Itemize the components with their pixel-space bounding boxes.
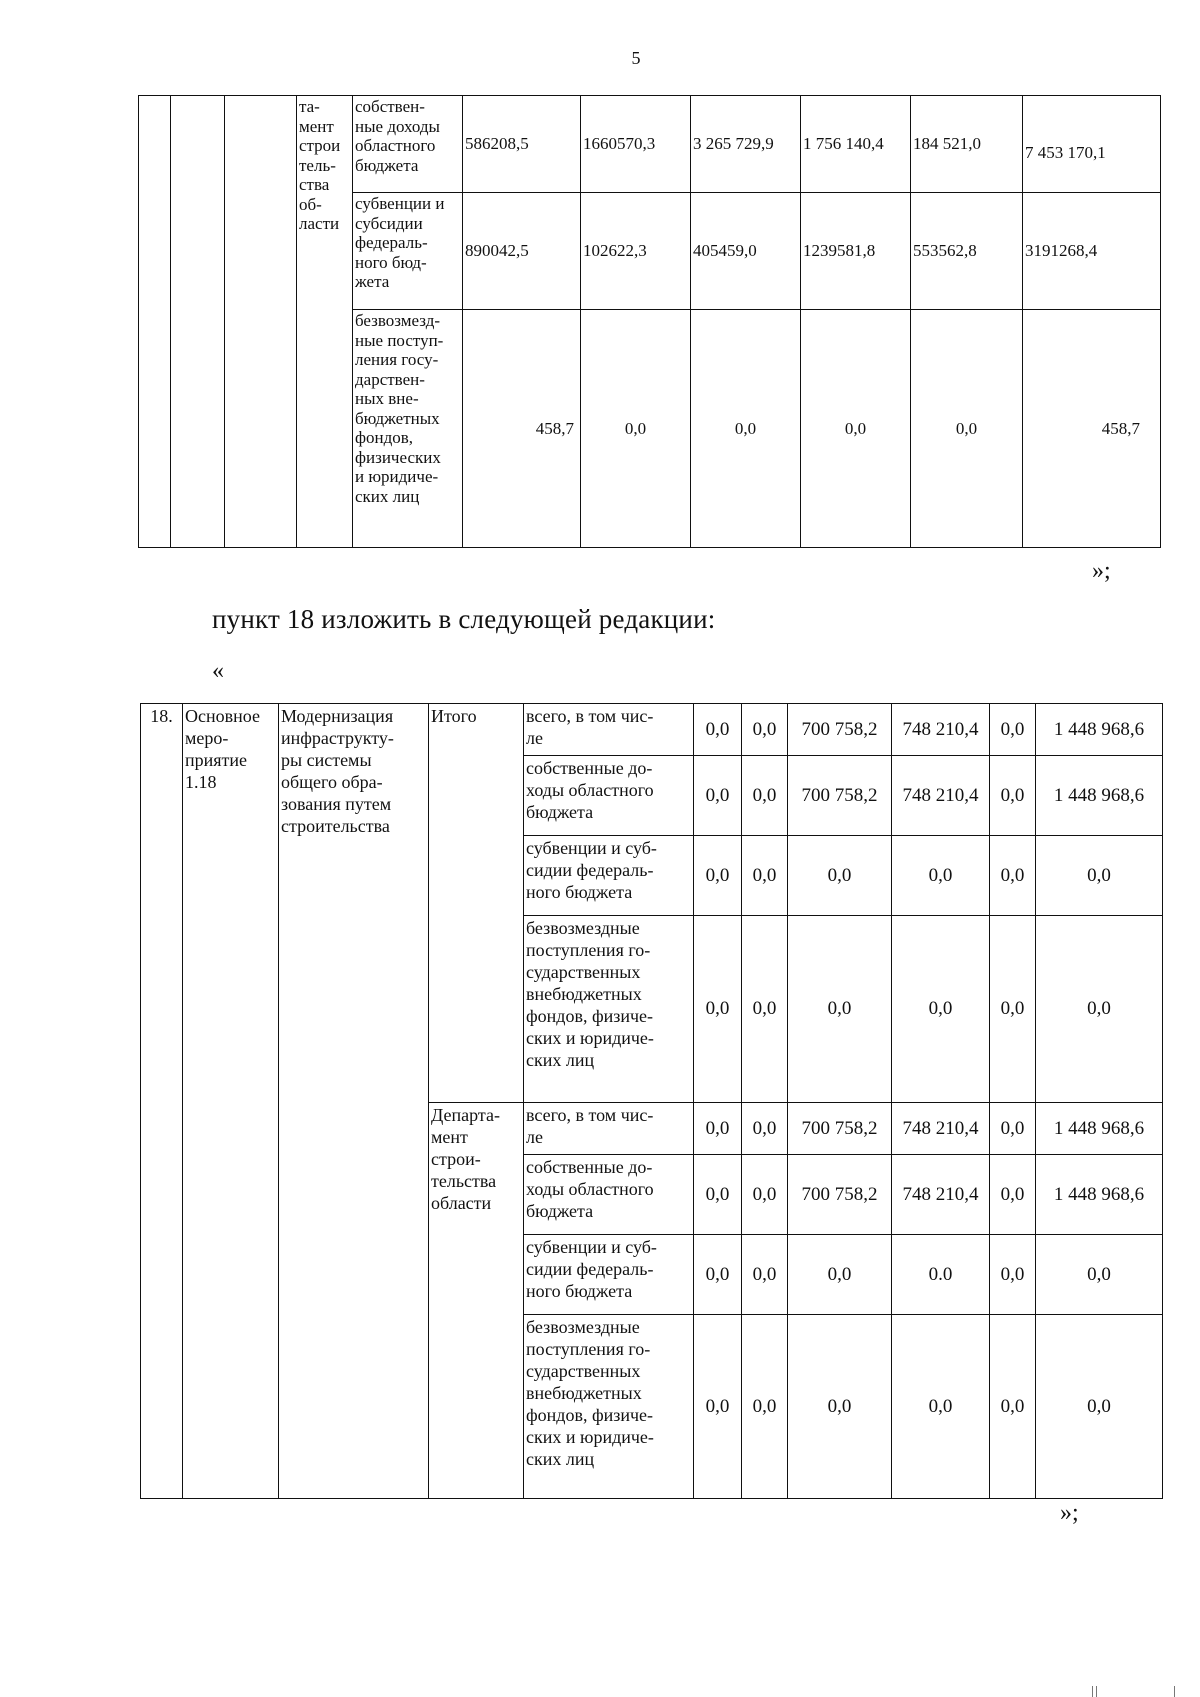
value-cell: 0,0 xyxy=(694,704,742,756)
value-cell: 0,0 xyxy=(892,1315,990,1499)
empty-cell xyxy=(225,96,297,548)
value-cell: 553562,8 xyxy=(911,193,1023,310)
value-cell: 0,0 xyxy=(694,1155,742,1235)
value-cell: 0,0 xyxy=(581,310,691,548)
measure-type-cell: Основное меро- приятие 1.18 xyxy=(183,704,279,1499)
value-cell: 0,0 xyxy=(742,1315,788,1499)
empty-cell xyxy=(139,96,171,548)
value-cell: 0,0 xyxy=(788,1235,892,1315)
source-cell: безвозмезд- ные поступ- ления госу- дарствен- ных вне- бюджетных фондов, физических и юридиче- ских лиц xyxy=(353,310,463,548)
source-cell: субвенции и субсидии федераль- ного бюд- жета xyxy=(353,193,463,310)
value-cell: 0,0 xyxy=(694,756,742,836)
source-cell: собствен- ные доходы областного бюджета xyxy=(353,96,463,193)
item-number: 18. xyxy=(141,704,183,1499)
value-cell: 0,0 xyxy=(1036,1315,1163,1499)
value-cell: 405459,0 xyxy=(691,193,801,310)
value-cell: 0,0 xyxy=(1036,916,1163,1103)
item-18-table xyxy=(140,703,1163,1499)
value-cell: 0,0 xyxy=(892,916,990,1103)
value-cell: 0,0 xyxy=(742,1155,788,1235)
value-cell: 0,0 xyxy=(788,916,892,1103)
value-cell: 1 448 968,6 xyxy=(1036,704,1163,756)
scan-mark xyxy=(1092,1686,1093,1697)
closing-quote: »; xyxy=(1060,1500,1079,1526)
source-cell: субвенции и суб- сидии федераль- ного бюджета xyxy=(524,1235,694,1315)
value-cell: 458,7 xyxy=(463,310,581,548)
value-cell: 748 210,4 xyxy=(892,1103,990,1155)
value-cell: 0,0 xyxy=(1036,1235,1163,1315)
closing-quote: »; xyxy=(1092,558,1111,584)
source-cell: безвозмездные поступления го- сударственных внебюджетных фондов, физиче- ских и юридиче- ских лиц xyxy=(524,1315,694,1499)
page-number: 5 xyxy=(631,48,641,68)
value-cell: 700 758,2 xyxy=(788,1155,892,1235)
value-cell: 0,0 xyxy=(788,836,892,916)
value-cell: 890042,5 xyxy=(463,193,581,310)
value-cell: 0,0 xyxy=(691,310,801,548)
value-cell: 0,0 xyxy=(788,1315,892,1499)
value-cell: 0,0 xyxy=(990,756,1036,836)
scan-mark xyxy=(1096,1686,1097,1697)
top-table xyxy=(138,95,1161,548)
value-cell: 0,0 xyxy=(990,1235,1036,1315)
value-cell: 3191268,4 xyxy=(1023,193,1161,310)
value-cell: 0,0 xyxy=(742,1235,788,1315)
value-cell: 1 448 968,6 xyxy=(1036,756,1163,836)
value-cell: 0,0 xyxy=(694,1103,742,1155)
value-cell: 0,0 xyxy=(990,1315,1036,1499)
value-cell: 0,0 xyxy=(990,836,1036,916)
value-cell: 0,0 xyxy=(742,916,788,1103)
value-cell: 0,0 xyxy=(694,1235,742,1315)
value-cell: 0,0 xyxy=(742,756,788,836)
executor-cell: Итого xyxy=(429,704,524,1103)
value-cell: 7 453 170,1 xyxy=(1023,96,1161,193)
value-cell: 102622,3 xyxy=(581,193,691,310)
source-cell: собственные до- ходы областного бюджета xyxy=(524,756,694,836)
source-cell: всего, в том чис- ле xyxy=(524,704,694,756)
scan-mark xyxy=(1174,1686,1175,1697)
value-cell: 0,0 xyxy=(694,916,742,1103)
value-cell: 0,0 xyxy=(990,1155,1036,1235)
value-cell: 1 448 968,6 xyxy=(1036,1103,1163,1155)
value-cell: 0.0 xyxy=(892,1235,990,1315)
value-cell: 0,0 xyxy=(1036,836,1163,916)
opening-quote: « xyxy=(212,658,224,684)
value-cell: 748 210,4 xyxy=(892,756,990,836)
value-cell: 0,0 xyxy=(990,704,1036,756)
table-row xyxy=(141,704,1163,756)
value-cell: 458,7 xyxy=(1023,310,1161,548)
value-cell: 1239581,8 xyxy=(801,193,911,310)
section-heading: пункт 18 изложить в следующей редакции: xyxy=(212,604,716,634)
value-cell: 1 756 140,4 xyxy=(801,96,911,193)
value-cell: 0,0 xyxy=(911,310,1023,548)
source-cell: безвозмездные поступления го- сударственных внебюджетных фондов, физиче- ских и юридиче- ских лиц xyxy=(524,916,694,1103)
empty-cell xyxy=(171,96,225,548)
source-cell: субвенции и суб- сидии федераль- ного бюджета xyxy=(524,836,694,916)
source-cell: собственные до- ходы областного бюджета xyxy=(524,1155,694,1235)
value-cell: 748 210,4 xyxy=(892,704,990,756)
executor-cell: Департа- мент строи- тельства области xyxy=(429,1103,524,1499)
value-cell: 586208,5 xyxy=(463,96,581,193)
executor-cell: та- мент строи тель- ства об- ласти xyxy=(297,96,353,548)
measure-name-cell: Модернизация инфраструкту- ры системы общего обра- зования путем строительства xyxy=(279,704,429,1499)
value-cell: 0,0 xyxy=(694,836,742,916)
value-cell: 0,0 xyxy=(694,1315,742,1499)
value-cell: 1 448 968,6 xyxy=(1036,1155,1163,1235)
value-cell: 0,0 xyxy=(742,704,788,756)
value-cell: 0,0 xyxy=(892,836,990,916)
value-cell: 700 758,2 xyxy=(788,1103,892,1155)
value-cell: 0,0 xyxy=(990,916,1036,1103)
value-cell: 0,0 xyxy=(742,1103,788,1155)
value-cell: 0,0 xyxy=(801,310,911,548)
value-cell: 0,0 xyxy=(742,836,788,916)
value-cell: 184 521,0 xyxy=(911,96,1023,193)
value-cell: 700 758,2 xyxy=(788,756,892,836)
value-cell: 3 265 729,9 xyxy=(691,96,801,193)
value-cell: 0,0 xyxy=(990,1103,1036,1155)
value-cell: 748 210,4 xyxy=(892,1155,990,1235)
value-cell: 700 758,2 xyxy=(788,704,892,756)
source-cell: всего, в том чис- ле xyxy=(524,1103,694,1155)
top-table-row xyxy=(139,96,1161,193)
value-cell: 1660570,3 xyxy=(581,96,691,193)
